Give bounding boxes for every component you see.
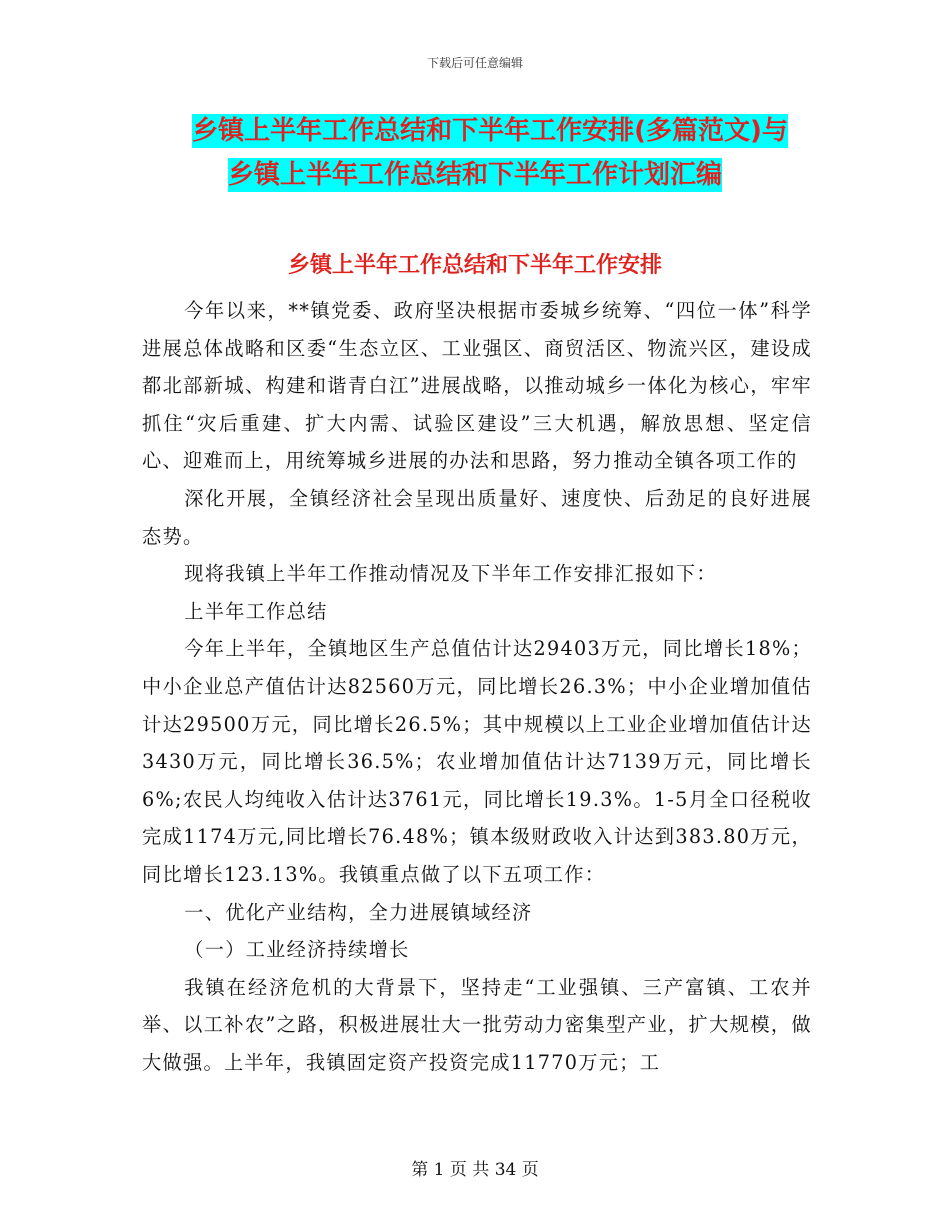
paragraph: 我镇在经济危机的大背景下，坚持走“工业强镇、三产富镇、工农并举、以工补农”之路，积极进展壮大一批劳动力密集型产业，扩大规模，做大做强。上半年，我镇固定资产投资完成11770万元；工: [142, 975, 812, 1074]
document-title-line-2: [0, 156, 950, 194]
paragraph: 今年以来，**镇党委、政府坚决根据市委城乡统筹、“四位一体”科学进展总体战略和区委“生态立区、工业强区、商贸活区、物流兴区，建设成都北部新城、构建和谐青白江”进展战略，以推动城乡一体化为核心，牢牢抓住“灾后重建、扩大内需、试验区建设”三大机遇，解放思想、坚定信心、迎难而上，用统筹城乡进展的办法和思路，努力推动全镇各项工作的: [142, 299, 812, 473]
document-title-line-1: [0, 112, 950, 150]
page-footer: 第 1 页 共 34 页: [411, 1160, 539, 1180]
title-line-2-text: 乡镇上半年工作总结和下半年工作计划汇编: [227, 160, 722, 190]
paragraph-heading: 上半年工作总结: [184, 599, 328, 623]
paragraph-heading: 一、优化产业结构，全力进展镇域经济: [184, 900, 533, 924]
paragraph-heading: （一）工业经济持续增长: [184, 938, 410, 962]
title-line-1-text: 乡镇上半年工作总结和下半年工作安排(多篇范文)与: [192, 116, 788, 146]
section-title: 乡镇上半年工作总结和下半年工作安排: [287, 253, 662, 278]
paragraph: 深化开展，全镇经济社会呈现出质量好、速度快、后劲足的良好进展态势。: [142, 486, 812, 548]
paragraph: 今年上半年，全镇地区生产总值估计达29403万元，同比增长18%；中小企业总产值估计达82560万元，同比增长26.3%；中小企业增加值估计达29500万元，同比增长26.5%；其中规模以上工业企业增加值估计达3430万元，同比增长36.5%；农业增加值估计达7139万元，同比增长6%;农民人均纯收入估计达3761元，同比增长19.3%。1-5月全口径税收完成1174万元,同比增长76.48%；镇本级财政收入计达到383.80万元，同比增长123.13%。我镇重点做了以下五项工作：: [142, 637, 812, 886]
header-note: 下载后可任意编辑: [426, 56, 523, 70]
paragraph: 现将我镇上半年工作推动情况及下半年工作安排汇报如下：: [184, 562, 717, 586]
document-body: [142, 292, 812, 1081]
